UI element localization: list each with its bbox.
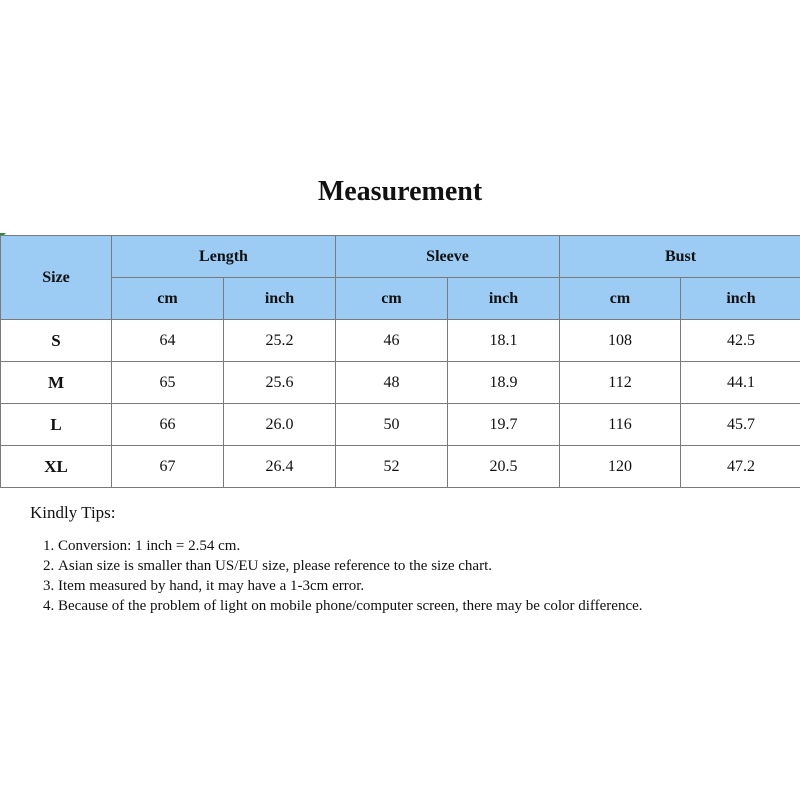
unit-header-bust-inch: inch — [681, 278, 800, 320]
table-row — [1, 446, 800, 488]
table-body — [1, 320, 800, 488]
size-chart-table — [0, 235, 800, 488]
size-cell: M — [1, 362, 112, 404]
length-inch-cell: 26.0 — [224, 404, 336, 446]
length-cm-cell: 66 — [112, 404, 224, 446]
table-header — [1, 236, 800, 320]
unit-header-sleeve-cm: cm — [336, 278, 448, 320]
unit-header-row — [1, 278, 800, 320]
table-row — [1, 320, 800, 362]
length-cm-cell: 67 — [112, 446, 224, 488]
sleeve-inch-cell: 18.9 — [448, 362, 560, 404]
length-inch-cell: 26.4 — [224, 446, 336, 488]
length-inch-cell: 25.2 — [224, 320, 336, 362]
tip-item: 4. Because of the problem of light on mobile phone/computer screen, there may be color difference. — [58, 596, 770, 616]
sleeve-group-header: Sleeve — [336, 236, 560, 278]
length-group-header: Length — [112, 236, 336, 278]
bust-cm-cell: 116 — [560, 404, 681, 446]
unit-header-length-cm: cm — [112, 278, 224, 320]
bust-inch-cell: 47.2 — [681, 446, 800, 488]
length-cm-cell: 65 — [112, 362, 224, 404]
length-cm-cell: 64 — [112, 320, 224, 362]
table-row — [1, 362, 800, 404]
bust-cm-cell: 108 — [560, 320, 681, 362]
unit-header-sleeve-inch: inch — [448, 278, 560, 320]
sleeve-cm-cell: 50 — [336, 404, 448, 446]
sleeve-inch-cell: 18.1 — [448, 320, 560, 362]
length-inch-cell: 25.6 — [224, 362, 336, 404]
bust-cm-cell: 112 — [560, 362, 681, 404]
unit-header-bust-cm: cm — [560, 278, 681, 320]
sleeve-cm-cell: 46 — [336, 320, 448, 362]
sleeve-inch-cell: 20.5 — [448, 446, 560, 488]
size-column-header: Size — [1, 236, 112, 320]
bust-cm-cell: 120 — [560, 446, 681, 488]
size-cell: L — [1, 404, 112, 446]
group-header-row — [1, 236, 800, 278]
sleeve-inch-cell: 19.7 — [448, 404, 560, 446]
tips-title: Kindly Tips: — [30, 503, 116, 522]
tips-section — [30, 503, 770, 616]
bust-inch-cell: 42.5 — [681, 320, 800, 362]
sleeve-cm-cell: 48 — [336, 362, 448, 404]
size-cell: XL — [1, 446, 112, 488]
tip-item: 2. Asian size is smaller than US/EU size, please reference to the size chart. — [58, 556, 770, 576]
tip-item: 1. Conversion: 1 inch = 2.54 cm. — [58, 536, 770, 556]
unit-header-length-inch: inch — [224, 278, 336, 320]
bust-inch-cell: 44.1 — [681, 362, 800, 404]
page-title: Measurement — [317, 176, 483, 207]
tips-list — [30, 536, 770, 616]
sleeve-cm-cell: 52 — [336, 446, 448, 488]
table-row — [1, 404, 800, 446]
bust-inch-cell: 45.7 — [681, 404, 800, 446]
bust-group-header: Bust — [560, 236, 800, 278]
tip-item: 3. Item measured by hand, it may have a 1-3cm error. — [58, 576, 770, 596]
size-cell: S — [1, 320, 112, 362]
